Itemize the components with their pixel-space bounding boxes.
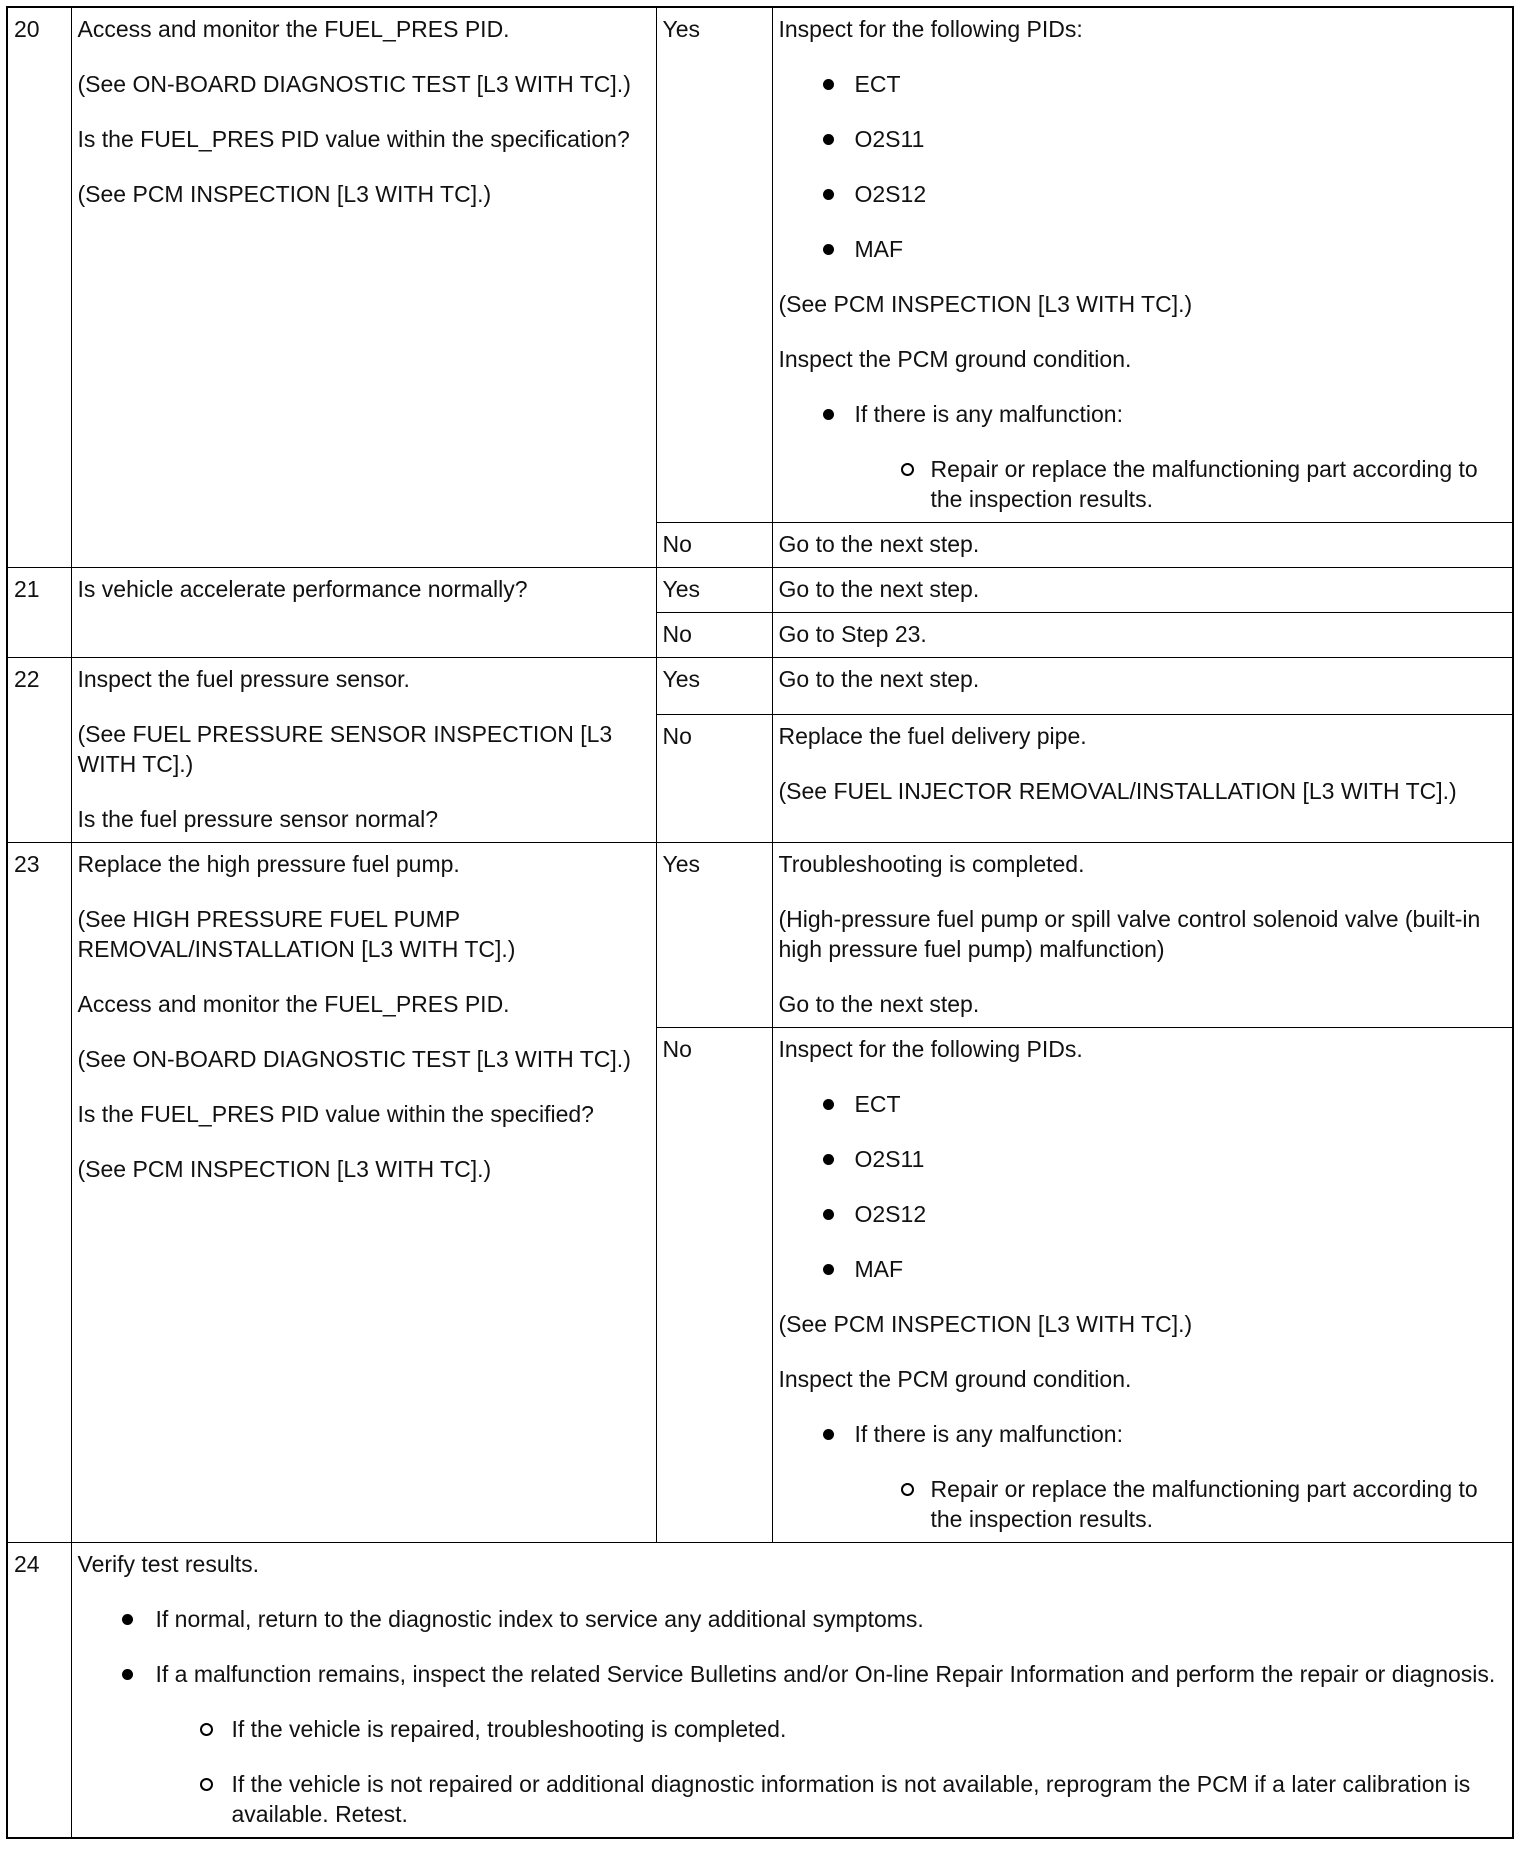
step-action — [71, 7, 656, 568]
list-item-text: If there is any malfunction: — [854, 401, 1123, 427]
no-action — [772, 715, 1513, 843]
result-yes: Yes — [656, 568, 772, 613]
list-item: O2S11 — [779, 124, 1507, 154]
sub-list — [855, 1474, 1507, 1534]
action-text: (See PCM INSPECTION [L3 WITH TC].) — [77, 1156, 492, 1182]
action-text: Is the FUEL_PRES PID value within the specification? — [77, 126, 630, 152]
action-text: (See FUEL PRESSURE SENSOR INSPECTION [L3 WITH TC].) — [77, 721, 613, 777]
action-text: Inspect the PCM ground condition. — [778, 1366, 1132, 1392]
action-text: Replace the high pressure fuel pump. — [77, 851, 460, 877]
yes-action: Go to the next step. — [772, 568, 1513, 613]
action-text: (See PCM INSPECTION [L3 WITH TC].) — [778, 1311, 1193, 1337]
yes-action: Go to the next step. — [772, 658, 1513, 715]
step-number: 20 — [7, 7, 71, 568]
step-23-row-yes — [7, 843, 1513, 1028]
action-text: Access and monitor the FUEL_PRES PID. — [77, 16, 510, 42]
action-text: Verify test results. — [77, 1551, 260, 1577]
pid-list — [779, 69, 1507, 264]
list-item: ECT — [779, 69, 1507, 99]
list-item: O2S12 — [779, 179, 1507, 209]
yes-action — [772, 7, 1513, 523]
list-item: MAF — [779, 1254, 1507, 1284]
action-text: Is the FUEL_PRES PID value within the specified? — [77, 1101, 594, 1127]
diagnostic-table — [6, 6, 1514, 1839]
list-item — [779, 1419, 1507, 1534]
action-text: Inspect the PCM ground condition. — [778, 346, 1132, 372]
list-item: MAF — [779, 234, 1507, 264]
condition-list — [779, 399, 1507, 514]
action-text: Go to the next step. — [778, 991, 980, 1017]
sub-list-item: Repair or replace the malfunctioning part according to the inspection results. — [855, 1474, 1507, 1534]
sub-list-item: Repair or replace the malfunctioning part according to the inspection results. — [855, 454, 1507, 514]
list-item-text: If there is any malfunction: — [854, 1421, 1123, 1447]
step-21-row-yes — [7, 568, 1513, 613]
step-action — [71, 658, 656, 843]
sub-list-item: If the vehicle is not repaired or additional diagnostic information is not available, reprogram the PCM if a later calibration is available. Retest. — [78, 1769, 1507, 1829]
action-text: (See PCM INSPECTION [L3 WITH TC].) — [778, 291, 1193, 317]
action-text: Is the fuel pressure sensor normal? — [77, 806, 439, 832]
pid-list — [779, 1089, 1507, 1284]
step-number: 21 — [7, 568, 71, 658]
result-yes: Yes — [656, 843, 772, 1028]
result-no: No — [656, 1028, 772, 1543]
action-text: (See HIGH PRESSURE FUEL PUMP REMOVAL/INSTALLATION [L3 WITH TC].) — [77, 906, 516, 962]
result-no: No — [656, 613, 772, 658]
step-number: 22 — [7, 658, 71, 843]
list-item: ECT — [779, 1089, 1507, 1119]
action-text: (See PCM INSPECTION [L3 WITH TC].) — [77, 181, 492, 207]
step-action: Is vehicle accelerate performance normally? — [71, 568, 656, 658]
result-yes: Yes — [656, 7, 772, 523]
list-item — [779, 399, 1507, 514]
no-action: Go to Step 23. — [772, 613, 1513, 658]
step-action — [71, 1543, 1513, 1839]
step-number: 23 — [7, 843, 71, 1543]
action-text: Inspect for the following PIDs. — [778, 1036, 1083, 1062]
action-text: (High-pressure fuel pump or spill valve control solenoid valve (built-in high pressure fuel pump) malfunction) — [778, 906, 1481, 962]
action-text: Inspect for the following PIDs: — [778, 16, 1083, 42]
step-24-row — [7, 1543, 1513, 1839]
step-number: 24 — [7, 1543, 71, 1839]
list-item: If normal, return to the diagnostic index to service any additional symptoms. — [78, 1604, 1507, 1634]
result-yes: Yes — [656, 658, 772, 715]
result-no: No — [656, 523, 772, 568]
sub-list — [855, 454, 1507, 514]
sub-list — [78, 1714, 1507, 1829]
action-text: Access and monitor the FUEL_PRES PID. — [77, 991, 510, 1017]
action-text: (See ON-BOARD DIAGNOSTIC TEST [L3 WITH TC].) — [77, 1046, 631, 1072]
verify-list — [78, 1604, 1507, 1689]
list-item: If a malfunction remains, inspect the related Service Bulletins and/or On-line Repair Information and perform the repair or diagnosis. — [78, 1659, 1507, 1689]
step-20-row-yes — [7, 7, 1513, 523]
action-text: Inspect the fuel pressure sensor. — [77, 666, 410, 692]
action-text: (See FUEL INJECTOR REMOVAL/INSTALLATION [L3 WITH TC].) — [778, 778, 1457, 805]
result-no: No — [656, 715, 772, 843]
list-item: O2S12 — [779, 1199, 1507, 1229]
step-action — [71, 843, 656, 1543]
list-item: O2S11 — [779, 1144, 1507, 1174]
sub-list-item: If the vehicle is repaired, troubleshooting is completed. — [78, 1714, 1507, 1744]
condition-list — [779, 1419, 1507, 1534]
action-text: Replace the fuel delivery pipe. — [778, 723, 1087, 750]
action-text: (See ON-BOARD DIAGNOSTIC TEST [L3 WITH TC].) — [77, 71, 631, 97]
action-text: Troubleshooting is completed. — [778, 851, 1085, 877]
no-action — [772, 1028, 1513, 1543]
no-action: Go to the next step. — [772, 523, 1513, 568]
step-22-row-yes — [7, 658, 1513, 715]
yes-action — [772, 843, 1513, 1028]
